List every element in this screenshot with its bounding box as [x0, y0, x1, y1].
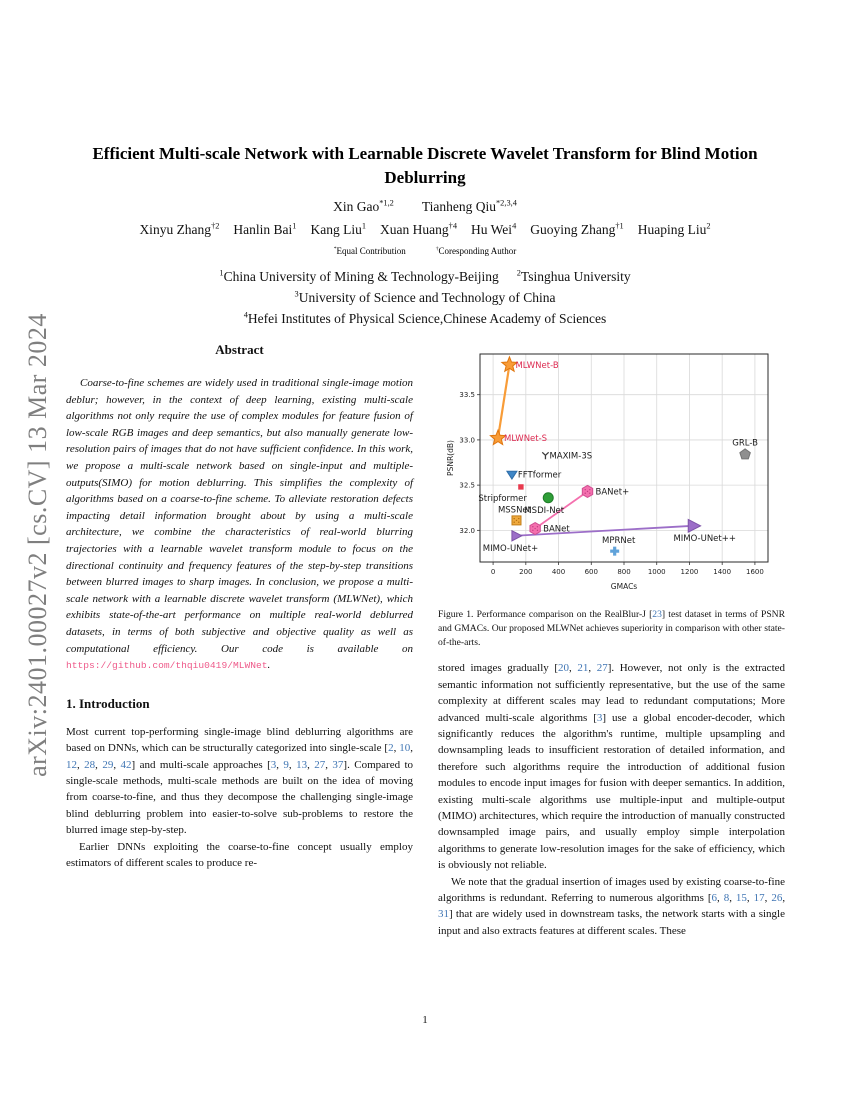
chart-point-MSSNet: [498, 505, 532, 525]
author-name: Xuan Huang$^{\dagger 4}$: [380, 221, 458, 237]
figure-1-caption: Figure 1. Performance comparison on the RealBlur-J [23] test dataset in terms of PSNR and GMACs. Our proposed MLWNet achieves superiority in comparison with other state-of-the-arts.: [438, 609, 786, 648]
citation-ref[interactable]: 23: [652, 609, 662, 620]
chart-label-Stripformer: Stripformer: [478, 493, 527, 504]
svg-text:33.0: 33.0: [459, 436, 475, 445]
citation-ref[interactable]: 2: [388, 742, 394, 755]
svg-text:1200: 1200: [680, 568, 699, 576]
citation-ref[interactable]: 28: [84, 758, 96, 771]
citation-ref[interactable]: 31: [438, 908, 449, 921]
citation-ref[interactable]: 17: [753, 892, 765, 905]
body-paragraph-2: We note that the gradual insertion of images used by existing coarse-to-fine algorithms is redundant. Referring to numerous algorithms [6, 8, 15, 17, 26, 31] that are widely used in downstream tasks, the network starts with a single input and also extracts features at different scales. These: [438, 875, 786, 937]
affiliation-line-3: [0, 311, 850, 327]
chart-label-MLWNet-B: MLWNet-B: [515, 360, 559, 371]
affiliation: $^4$Hefei Institutes of Physical Science,Chinese Academy of Sciences: [243, 310, 607, 326]
chart-label-MIMO-UNet++: MIMO-UNet++: [673, 533, 737, 544]
svg-text:32.0: 32.0: [459, 526, 475, 535]
left-column: [66, 342, 413, 871]
svg-text:200: 200: [519, 568, 533, 576]
affiliation: $^3$University of Science and Technology of China: [294, 289, 556, 305]
citation-ref[interactable]: 3: [270, 758, 277, 771]
citation-ref[interactable]: 29: [102, 758, 114, 771]
affiliation-line-1: [0, 269, 850, 285]
trend-line-MIMO-UNet+-to-MIMO-UNet++: [516, 526, 693, 536]
figure-1: [438, 344, 785, 649]
svg-text:400: 400: [551, 568, 566, 576]
chart-label-MPRNet: MPRNet: [602, 536, 636, 547]
svg-text:0: 0: [490, 568, 496, 576]
chart-label-MSDI-Net: MSDI-Net: [524, 505, 565, 516]
performance-scatter-plot: [444, 344, 780, 596]
section-heading-introduction: 1. Introduction: [66, 695, 150, 711]
chart-point-MLWNet-S: [490, 430, 547, 444]
right-column: [438, 342, 785, 939]
chart-label-MSSNet: MSSNet: [497, 505, 532, 516]
chart-label-BANet+: BANet+: [595, 487, 630, 498]
contribution-note: †Coresponding Author: [435, 246, 517, 256]
svg-text:32.5: 32.5: [459, 481, 475, 490]
author-line-1: [0, 199, 850, 215]
link-suffix: .: [267, 659, 271, 672]
trend-line-MLWNet-S-to-MLWNet-B: [498, 365, 509, 438]
citation-ref[interactable]: 27: [596, 662, 608, 675]
chart-point-MAXIM-3S: [542, 451, 592, 461]
chart-label-MIMO-UNet+: MIMO-UNet+: [482, 543, 539, 554]
citation-ref[interactable]: 21: [577, 662, 589, 675]
chart-label-MAXIM-3S: MAXIM-3S: [549, 451, 593, 462]
citation-ref[interactable]: 37: [332, 758, 344, 771]
affiliation: $^2$Tsinghua University: [516, 268, 631, 284]
citation-ref[interactable]: 12: [66, 758, 77, 771]
svg-text:1400: 1400: [713, 568, 732, 576]
abstract-text: [66, 375, 413, 675]
citation-ref[interactable]: 13: [296, 758, 308, 771]
chart-label-GRL-B: GRL-B: [732, 438, 758, 449]
intro-paragraph-2: Earlier DNNs exploiting the coarse-to-fine concept usually employ estimators of different scales to produce re-: [66, 840, 413, 869]
body-paragraph-continued: stored images gradually [20, 21, 27]. However, not only is the extracted semantic information not sufficiently representative, but the use of the same complexity at different scales may lead to redundant computations; More advanced multi-scale algorithms [3] use a global encoder-decoder, which significantly reduces the algorithm's runtime, multiple upsampling and downsampling leads to insufficient restoration of detailed information, and therefore such algorithms require the introduction of additional fusion modules to encode input images for fusion with deeper semantics. In addition, existing multi-scale algorithms use multiple-input and multiple-output (MIMO) architectures, which require the introduction of manually constructed downsampled image pairs, and usually employ simple interpolation algorithms to generate low-resolution images for the sake of efficiency, which is obviously not reliable.: [438, 662, 786, 872]
chart-point-MIMO-UNet++: [673, 519, 736, 543]
citation-ref[interactable]: 42: [120, 758, 132, 771]
citation-ref[interactable]: 8: [723, 892, 730, 905]
contribution-note: *Equal Contribution: [333, 246, 406, 256]
author-name: Xinyu Zhang$^{\dagger 2}$: [139, 221, 220, 237]
author-name: Hu Wei$^4$: [471, 221, 517, 237]
author-name: Kang Liu$^1$: [310, 221, 367, 237]
author-name: Huaping Liu$^2$: [637, 221, 711, 237]
code-link[interactable]: https://github.com/thqiu0419/MLWNet: [66, 660, 268, 672]
citation-ref[interactable]: 27: [314, 758, 326, 771]
chart-point-FFTformer: [507, 470, 562, 480]
chart-point-MLWNet-B: [502, 357, 559, 371]
chart-point-BANet: [530, 523, 570, 535]
affiliation-line-2: [0, 290, 850, 306]
svg-text:1600: 1600: [745, 568, 764, 576]
chart-point-BANet+: [582, 485, 629, 497]
chart-point-GRL-B: [732, 438, 758, 458]
chart-point-MPRNet: [602, 536, 636, 556]
citation-ref[interactable]: 9: [283, 758, 289, 771]
author-name: Guoying Zhang$^{\dagger 1}$: [530, 221, 624, 237]
affiliation: $^1$China University of Mining & Technology-Beijing: [219, 268, 499, 284]
author-line-2: [0, 222, 850, 238]
citation-ref[interactable]: 3: [596, 711, 603, 724]
abstract-body-text: Coarse-to-fine schemes are widely used in traditional single-image motion deblur; however, in the context of deep learning, existing multi-scale algorithms not only require the use of complex modules for feature fusion of low-scale RGB images and deep semantics, but also manually generate low-resolution pairs of images that do not have sufficient confidence. In this work, we propose a multi-scale network based on single-input and multiple-outputs(SIMO) for motion deblurring. This simplifies the complexity of algorithms based on a coarse-to-fine scheme. To alleviate restoration defects impacting detail information brought about by using a multi-scale architecture, we combine the characteristics of real-world blurring trajectories with a learnable wavelet transform module to focus on the directional continuity and frequency features of the step-by-step transitions between blurred images to sharp images. In conclusion, we propose a multi-scale network with a learnable discrete wavelet transform (MLWNet), which exhibits state-of-the-art performance on multiple real-world deblurred datasets, in terms of both subjective and objective quality as well as computational efficiency. Our code is available on: [66, 377, 413, 655]
intro-paragraph-1: Most current top-performing single-image blind deblurring algorithms are based on DNNs, which can be structurally categorized into single-scale [2, 10, 12, 28, 29, 42] and multi-scale approaches [3, 9, 13, 27, 37]. Compared to single-scale methods, multi-scale methods are built on the idea of moving from coarse-to-fine, and thus they decompose the challenging single-image blind deblurring problem into easier-to-solve sub-problems to restore the blurred image step-by-step.: [66, 725, 414, 837]
svg-text:GMACs: GMACs: [610, 582, 638, 591]
chart-label-MLWNet-S: MLWNet-S: [504, 434, 548, 445]
author-name: Hanlin Bai$^1$: [233, 221, 297, 237]
svg-text:600: 600: [584, 568, 598, 576]
author-name: Xin Gao$^{*1,2}$: [333, 198, 394, 214]
figure-1-chart: [444, 344, 780, 601]
contribution-notes: [0, 246, 850, 256]
chart-label-BANet: BANet: [543, 524, 570, 535]
chart-point-Stripformer: [478, 485, 527, 504]
author-name: Tianheng Qiu$^{*2,3,4}$: [421, 198, 517, 214]
abstract-heading: Abstract: [215, 342, 264, 357]
citation-ref[interactable]: 6: [711, 892, 717, 905]
citation-ref[interactable]: 26: [771, 892, 783, 905]
svg-text:33.5: 33.5: [459, 391, 475, 400]
arxiv-watermark: arXiv:2401.00027v2 [cs.CV] 13 Mar 2024: [23, 313, 52, 777]
svg-text:1000: 1000: [647, 568, 666, 576]
chart-label-FFTformer: FFTformer: [517, 470, 562, 481]
citation-ref[interactable]: 20: [558, 662, 570, 675]
paper-title: Efficient Multi-scale Network with Learnable Discrete Wavelet Transform for Blind Motion Deblurring: [92, 144, 758, 187]
svg-text:PSNR(dB): PSNR(dB): [446, 440, 455, 476]
svg-text:800: 800: [617, 568, 631, 576]
citation-ref[interactable]: 15: [735, 892, 747, 905]
citation-ref[interactable]: 10: [399, 742, 411, 755]
page-number: 1: [422, 1014, 428, 1026]
